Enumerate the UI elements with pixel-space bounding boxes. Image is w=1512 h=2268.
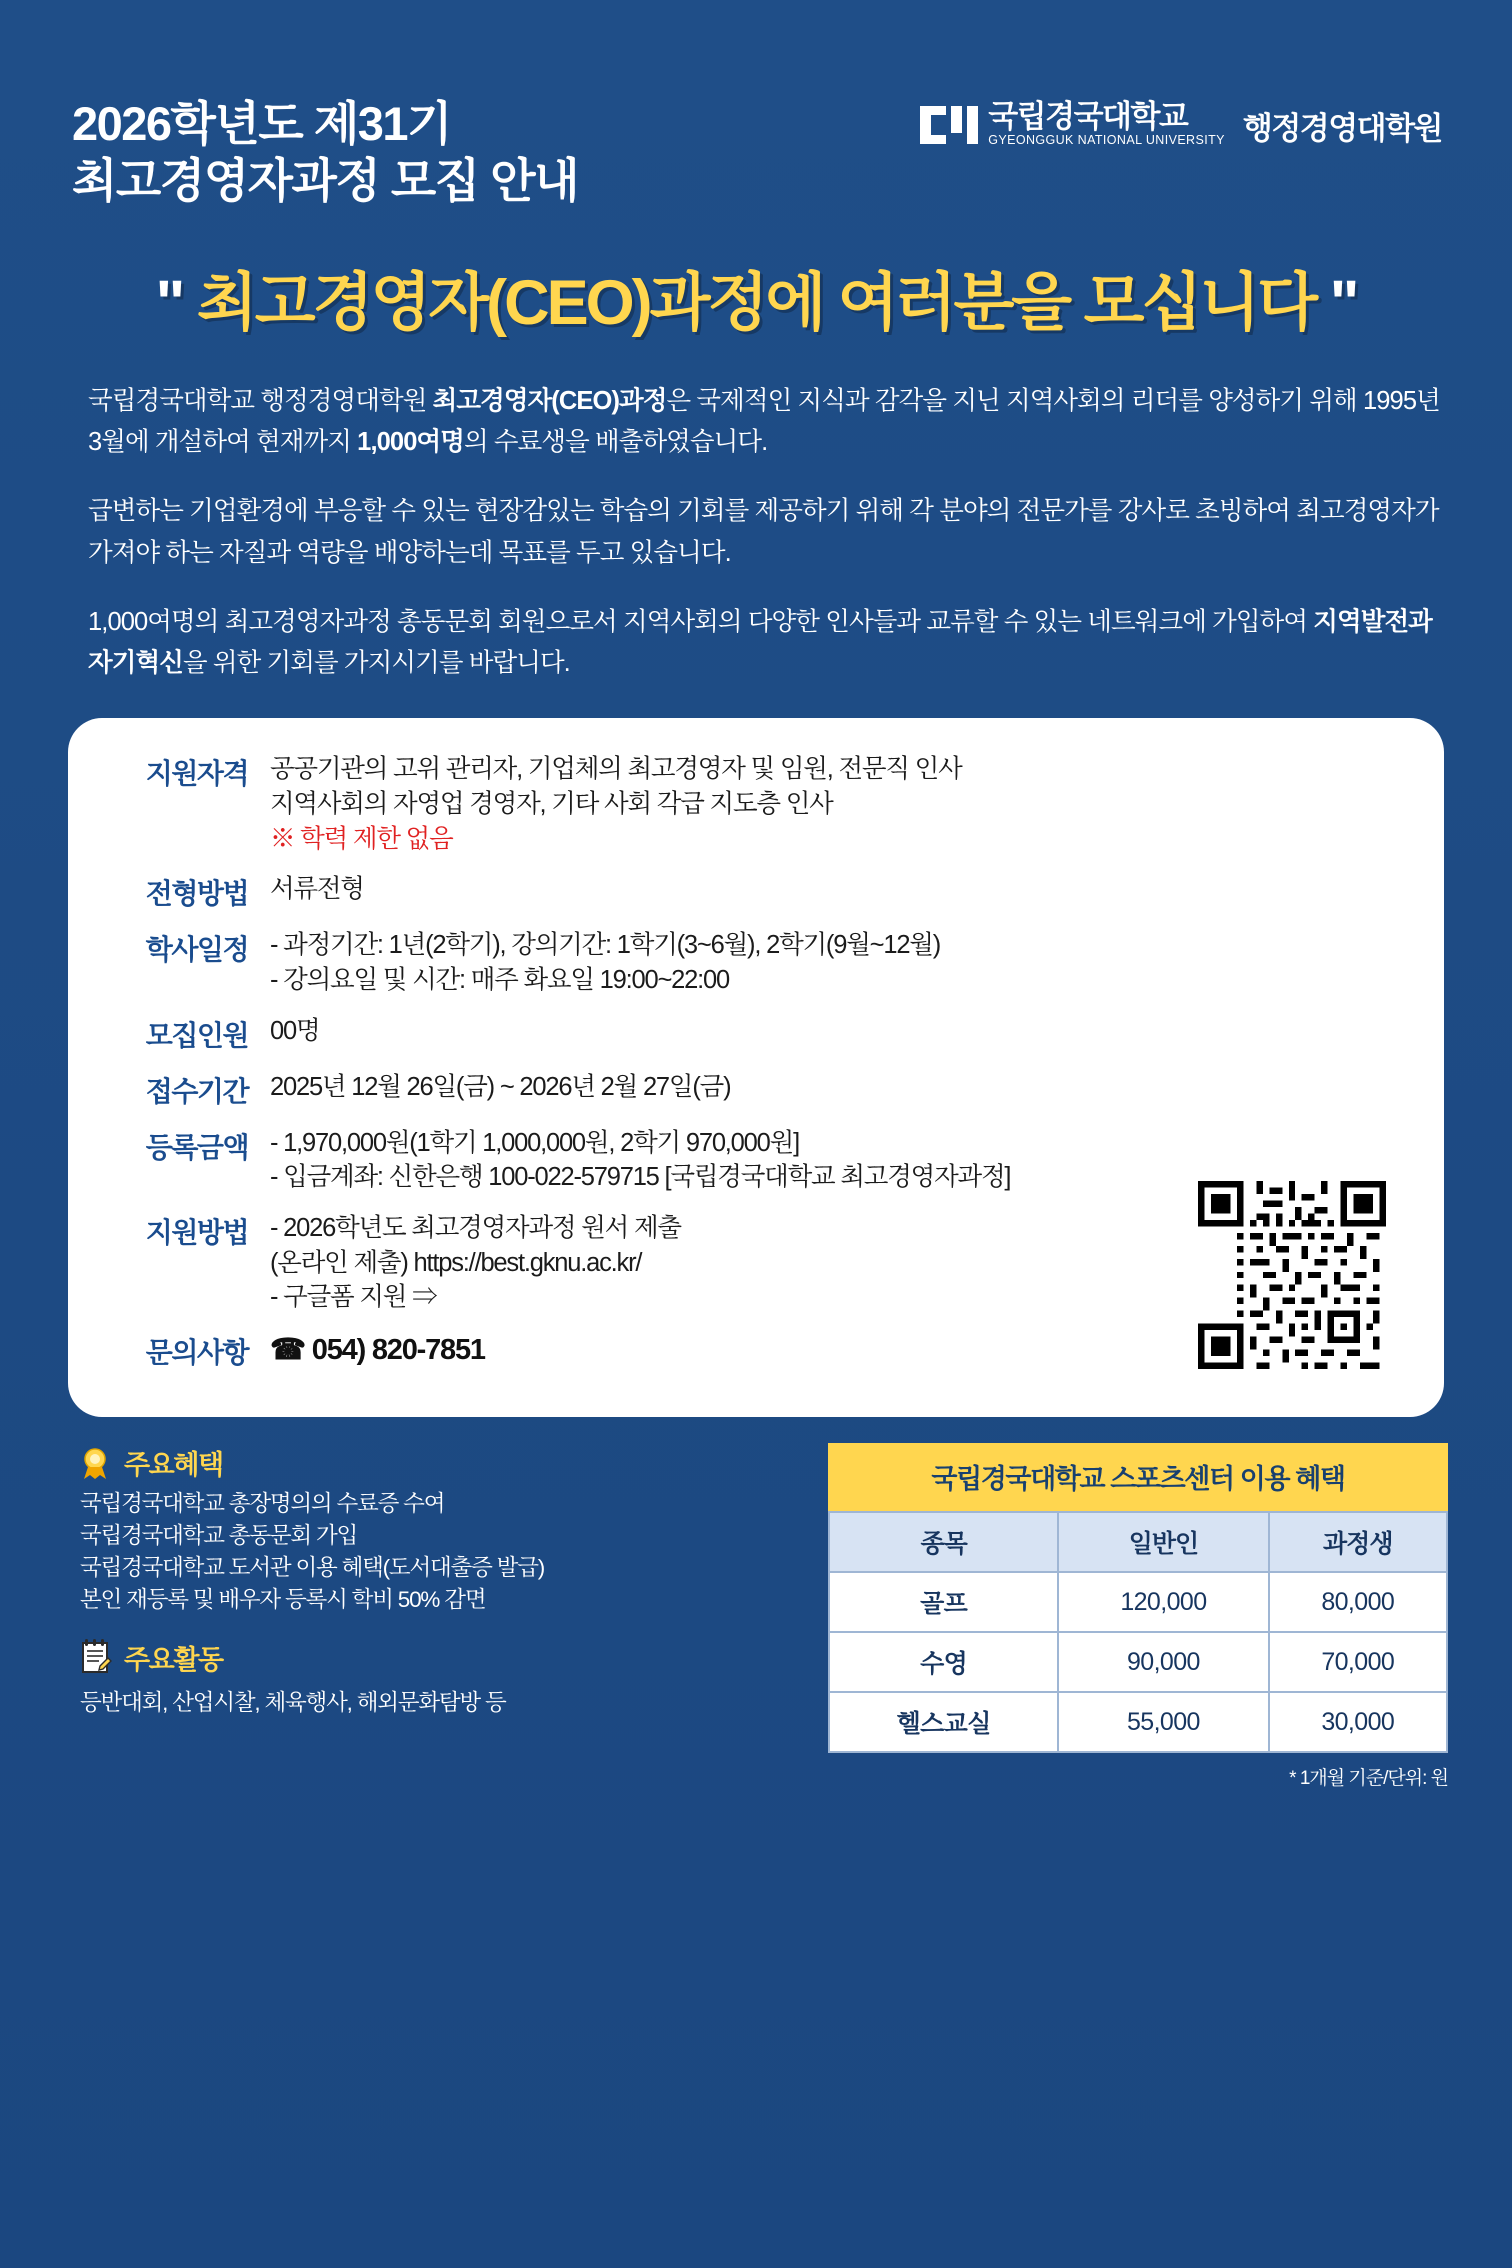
intro-p1-d: 1,000여명: [357, 427, 464, 456]
qualification-note: ※ 학력 제한 없음: [270, 824, 453, 853]
apply-line-1: - 2026학년도 최고경영자과정 원서 제출: [270, 1214, 681, 1243]
header: [0, 0, 1512, 210]
row-2-general: 90,000: [1058, 1632, 1268, 1692]
info-row-application-period: [102, 1070, 1410, 1110]
intro-p3-a: 1,000여명의 최고경영자과정 총동문회 회원으로서 지역사회의 다양한 인사들과 교류할 수 있는 네트워크에 가입하여: [88, 607, 1314, 636]
benefits-list: [80, 1488, 802, 1616]
sports-fee-table: [828, 1511, 1448, 1753]
row-3-item: 헬스교실: [829, 1692, 1058, 1752]
headline-quote-close: ": [1329, 267, 1357, 338]
sports-table-title: 국립경국대학교 스포츠센터 이용 혜택: [828, 1443, 1448, 1511]
row-1-general: 120,000: [1058, 1572, 1268, 1632]
intro-p1-e: 의 수료생을 배출하였습니다.: [463, 427, 768, 456]
headline-quote-open: ": [155, 267, 183, 338]
title-line-2: 최고경영자과정 모집 안내: [72, 154, 579, 208]
headline-text: 최고경영자(CEO)과정에 여러분을 모십니다: [196, 267, 1316, 338]
info-label-how-to-apply: 지원방법: [145, 1217, 248, 1249]
intro-p3-b: 지역발전과 자기혁신: [88, 607, 1432, 678]
notepad-icon: [78, 1639, 112, 1675]
logo-name-kr: 국립경국대학교: [988, 99, 1188, 134]
intro-p3-c: 을 위한 기회를 가지시기를 바랍니다.: [182, 649, 570, 678]
info-row-qualification: [102, 752, 1410, 856]
activities-list: 등반대회, 산업시찰, 체육행사, 해외문화탐방 등: [80, 1689, 506, 1715]
intro-text: [88, 381, 1440, 685]
benefit-item-3: 국립경국대학교 도서관 이용 혜택(도서대출증 발급): [80, 1555, 545, 1581]
info-label-qualification: 지원자격: [145, 758, 248, 790]
tuition-line-1: - 1,970,000원(1학기 1,000,000원, 2학기 970,000원]: [270, 1128, 799, 1157]
table-header-row: [829, 1512, 1447, 1572]
info-value-selection: 서류전형: [270, 875, 364, 904]
info-value-schedule: [270, 928, 1410, 997]
benefit-item-4: 본인 재등록 및 배우자 등록시 학비 50% 감면: [80, 1586, 486, 1612]
qualification-line-1: 공공기관의 고위 관리자, 기업체의 최고경영자 및 임원, 전문직 인사: [270, 755, 962, 784]
table-note: * 1개월 기준/단위: 원: [1289, 1768, 1448, 1790]
apply-line-3: - 구글폼 지원 ⇒: [270, 1283, 437, 1312]
intro-paragraph-1: [88, 381, 1440, 464]
benefits-title-row: [78, 1443, 802, 1482]
row-1-student: 80,000: [1269, 1572, 1448, 1632]
benefit-item-2: 국립경국대학교 총동문회 가입: [80, 1523, 358, 1549]
page-title: [72, 95, 578, 210]
benefit-item-1: 국립경국대학교 총장명의의 수료증 수여: [80, 1491, 445, 1517]
qualification-line-2: 지역사회의 자영업 경영자, 기타 사회 각급 지도층 인사: [270, 790, 833, 819]
table-col-student: 과정생: [1269, 1512, 1448, 1572]
sports-center-section: [828, 1443, 1448, 1790]
info-label-schedule: 학사일정: [145, 934, 248, 966]
logo-text: [988, 101, 1225, 150]
row-3-general: 55,000: [1058, 1692, 1268, 1752]
schedule-line-2: - 강의요일 및 시간: 매주 화요일 19:00~22:00: [270, 966, 729, 995]
apply-line-2[interactable]: (온라인 제출) https://best.gknu.ac.kr/: [270, 1248, 642, 1277]
info-label-capacity: 모집인원: [145, 1019, 248, 1051]
benefits-title: 주요혜택: [124, 1450, 223, 1481]
table-row: [829, 1632, 1447, 1692]
university-logo: [920, 101, 1442, 150]
logo-mark-icon: [920, 106, 978, 144]
row-2-item: 수영: [829, 1632, 1058, 1692]
info-label-selection: 전형방법: [145, 878, 248, 910]
intro-p1-b: 최고경영자(CEO)과정: [432, 386, 667, 415]
intro-p1-a: 국립경국대학교 행정경영대학원: [88, 386, 433, 415]
title-line-1: 2026학년도 제31기: [72, 97, 451, 150]
row-1-item: 골프: [829, 1572, 1058, 1632]
logo-name-en: GYEONGGUK NATIONAL UNIVERSITY: [988, 133, 1225, 147]
activities-title-row: [78, 1638, 802, 1677]
table-col-general: 일반인: [1058, 1512, 1268, 1572]
tuition-line-2: - 입금계좌: 신한은행 100-022-579715 [국립경국대학교 최고경영자과정]: [270, 1163, 1011, 1192]
info-card: [68, 718, 1444, 1417]
info-row-capacity: [102, 1014, 1410, 1054]
info-value-qualification: [270, 752, 1410, 856]
row-3-student: 30,000: [1269, 1692, 1448, 1752]
bottom-section: [64, 1443, 1448, 1790]
intro-p1-c: 은 국제적인 지식과 감각을 지닌 지역사회의 리더를 양성하기 위해 1995년 3월에 개설하여 현재까지: [88, 386, 1440, 456]
schedule-line-1: - 과정기간: 1년(2학기), 강의기간: 1학기(3~6월), 2학기(9월~12월): [270, 931, 941, 960]
intro-paragraph-3: [88, 602, 1440, 685]
activities-title: 주요활동: [124, 1644, 223, 1675]
benefits-section: [64, 1443, 802, 1790]
info-label-contact: 문의사항: [145, 1337, 248, 1369]
intro-paragraph-2: 급변하는 기업환경에 부응할 수 있는 현장감있는 학습의 기회를 제공하기 위해 각 분야의 전문가를 강사로 초빙하여 최고경영자가 가져야 하는 자질과 역량을 배양하는데 목표를 두고 있습니다.: [88, 497, 1439, 567]
table-row: [829, 1692, 1447, 1752]
info-label-tuition: 등록금액: [145, 1131, 248, 1163]
table-col-item: 종목: [829, 1512, 1058, 1572]
info-value-capacity: 00명: [270, 1016, 320, 1045]
medal-icon: [78, 1446, 112, 1480]
headline: [0, 252, 1512, 343]
info-label-application-period: 접수기간: [145, 1075, 248, 1107]
logo-graduate-school: 행정경영대학원: [1242, 110, 1442, 146]
info-row-schedule: [102, 928, 1410, 997]
info-value-contact: ☎ 054) 820-7851: [270, 1334, 485, 1367]
row-2-student: 70,000: [1269, 1632, 1448, 1692]
info-value-application-period: 2025년 12월 26일(금) ~ 2026년 2월 27일(금): [270, 1072, 731, 1101]
qr-code-icon[interactable]: [1198, 1181, 1386, 1369]
info-row-selection: [102, 872, 1410, 912]
table-row: [829, 1572, 1447, 1632]
